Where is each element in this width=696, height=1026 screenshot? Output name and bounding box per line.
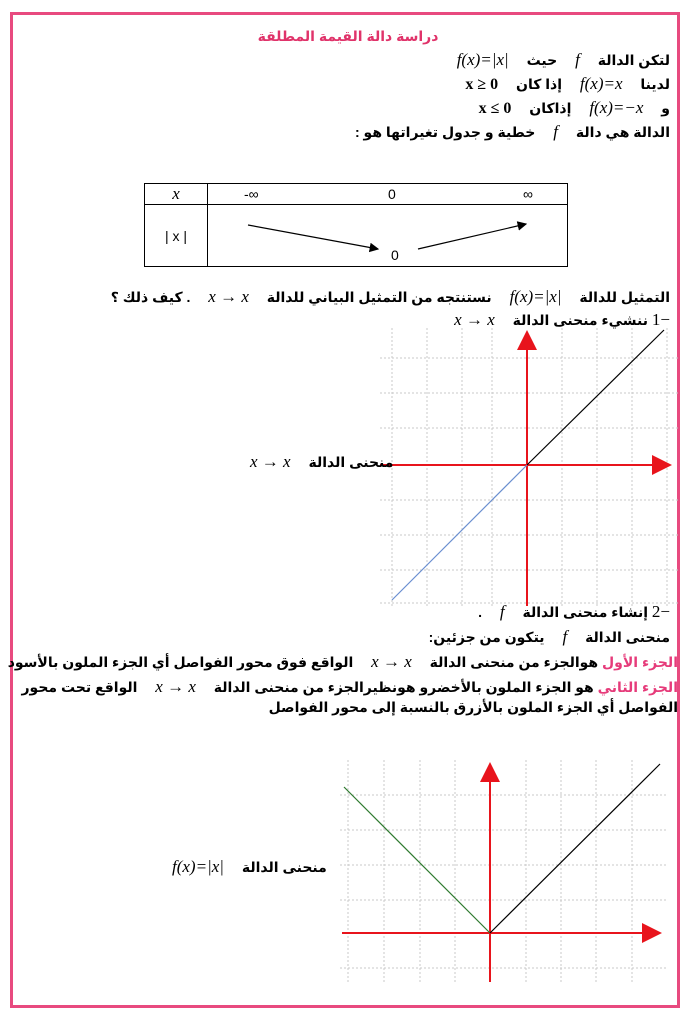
table-row-label: | x | (145, 205, 208, 267)
line-positive-part (527, 330, 664, 465)
plus-infinity: ∞ (523, 186, 533, 202)
decreasing-arrow (248, 225, 378, 249)
graph-2-label: منحنى الدالة f(x)=|x| (172, 857, 327, 876)
table-header-values (208, 184, 568, 205)
part-2-line: الجزء الثاني هو الجزء الملون بالأخضرو هونظيرالجزء من منحنى الدالة x → x الواقع تحت محور (21, 677, 678, 696)
line-left-part (344, 787, 490, 933)
zero-value: 0 (388, 186, 396, 202)
page-title: دراسة دالة القيمة المطلقة (257, 28, 439, 44)
graph-absolute-value (340, 760, 670, 990)
part-2-continuation: الفواصل أي الجزء الملون بالأزرق بالنسبة إلى محور الفواصل (268, 699, 678, 715)
step-2-line: 2− إنشاء منحنى الدالة f . (478, 602, 670, 621)
abs-formula: f(x)=|x| (456, 50, 509, 69)
intro-line-4: الدالة هي دالة f خطية و جدول تغيراتها هو : (355, 122, 670, 141)
intro-line-1: لتكن الدالة f حيث f(x)=|x| (456, 50, 670, 69)
grid-lines (340, 760, 668, 982)
intro-line-2: لدينا f(x)=x إذا كان x ≥ 0 (465, 74, 670, 93)
graph-identity (380, 328, 680, 608)
grid-lines (380, 328, 678, 606)
minus-infinity: -∞ (244, 186, 259, 202)
graph-1-label: منحنى الدالة x → x (250, 452, 394, 471)
minimum-value: 0 (391, 247, 399, 263)
table-header-x: x (145, 184, 208, 205)
variation-table (144, 183, 568, 267)
step-1-line: 1− ننشيء منحنى الدالة x → x (454, 310, 670, 329)
line-negative-part (392, 465, 527, 600)
part-1-line: الجزء الأول هوالجزء من منحنى الدالة x → x الواقع فوق محور الفواصل أي الجزء الملون بالأسود (7, 652, 678, 671)
increasing-arrow (418, 224, 526, 249)
table-variation-cell (208, 205, 568, 267)
parts-intro-line: منحنى الدالة f يتكون من جزئين: (428, 627, 670, 646)
representation-line: التمثيل للدالة f(x)=|x| نستنتجه من التمثيل البياني للدالة x → x . كيف ذلك ؟ (110, 287, 670, 306)
variation-arrows (208, 205, 570, 267)
intro-line-3: و f(x)=−x إذاكان x ≤ 0 (478, 98, 670, 117)
line-right-part (490, 764, 660, 933)
